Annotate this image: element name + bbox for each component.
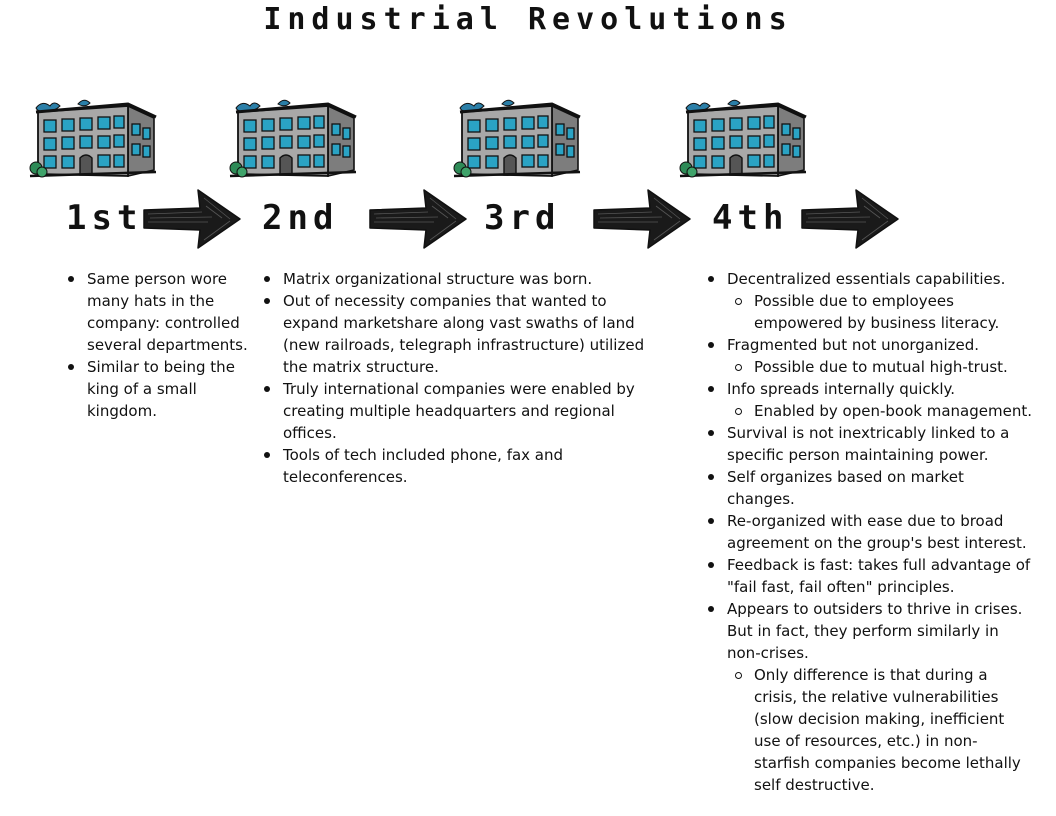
right-arrow-icon xyxy=(142,188,242,250)
factory-building-icon xyxy=(678,96,810,180)
bullet-item: Decentralized essentials capabilities. xyxy=(704,268,1032,290)
bullet-item: Same person wore many hats in the company: controlled several departments. xyxy=(64,268,254,356)
bullet-item: Tools of tech included phone, fax and teleconferences. xyxy=(260,444,652,488)
bullet-item: Truly international companies were enabled by creating multiple headquarters and regional offices. xyxy=(260,378,652,444)
bullet-item: Out of necessity companies that wanted to expand marketshare along vast swaths of land (new railroads, telegraph infrastructure) utilized the matrix structure. xyxy=(260,290,652,378)
factory-building-icon xyxy=(228,96,360,180)
bullet-item: Appears to outsiders to thrive in crises. But in fact, they perform similarly in non-crises. xyxy=(704,598,1032,664)
bullet-list xyxy=(64,268,254,422)
bullet-item: Matrix organizational structure was born. xyxy=(260,268,652,290)
bullet-item: Feedback is fast: takes full advantage of "fail fast, fail often" principles. xyxy=(704,554,1032,598)
bullet-item: Survival is not inextricably linked to a specific person maintaining power. xyxy=(704,422,1032,466)
sub-bullet-item: Possible due to employees empowered by business literacy. xyxy=(704,290,1032,334)
stage-label-2nd: 2nd xyxy=(262,198,339,238)
diagram-title: Industrial Revolutions xyxy=(263,2,793,37)
bullet-item: Info spreads internally quickly. xyxy=(704,378,1032,400)
stage-label-1st: 1st xyxy=(66,198,143,238)
stage-2-description xyxy=(260,268,652,488)
right-arrow-icon xyxy=(800,188,900,250)
sub-bullet-item: Only difference is that during a crisis, the relative vulnerabilities (slow decision making, inefficient use of resources, etc.) in non-starfish companies become lethally self destructive. xyxy=(704,664,1032,796)
factory-building-icon xyxy=(452,96,584,180)
sub-bullet-item: Enabled by open-book management. xyxy=(704,400,1032,422)
right-arrow-icon xyxy=(368,188,468,250)
bullet-item: Re-organized with ease due to broad agreement on the group's best interest. xyxy=(704,510,1032,554)
right-arrow-icon xyxy=(592,188,692,250)
bullet-item: Fragmented but not unorganized. xyxy=(704,334,1032,356)
bullet-item: Self organizes based on market changes. xyxy=(704,466,1032,510)
bullet-item: Similar to being the king of a small kingdom. xyxy=(64,356,254,422)
factory-building-icon xyxy=(28,96,160,180)
stage-1-description xyxy=(64,268,254,422)
bullet-list xyxy=(260,268,652,488)
stage-label-4th: 4th xyxy=(712,198,789,238)
sub-bullet-item: Possible due to mutual high-trust. xyxy=(704,356,1032,378)
stage-4-description xyxy=(704,268,1032,796)
stage-label-3rd: 3rd xyxy=(484,198,561,238)
bullet-list xyxy=(704,268,1032,796)
